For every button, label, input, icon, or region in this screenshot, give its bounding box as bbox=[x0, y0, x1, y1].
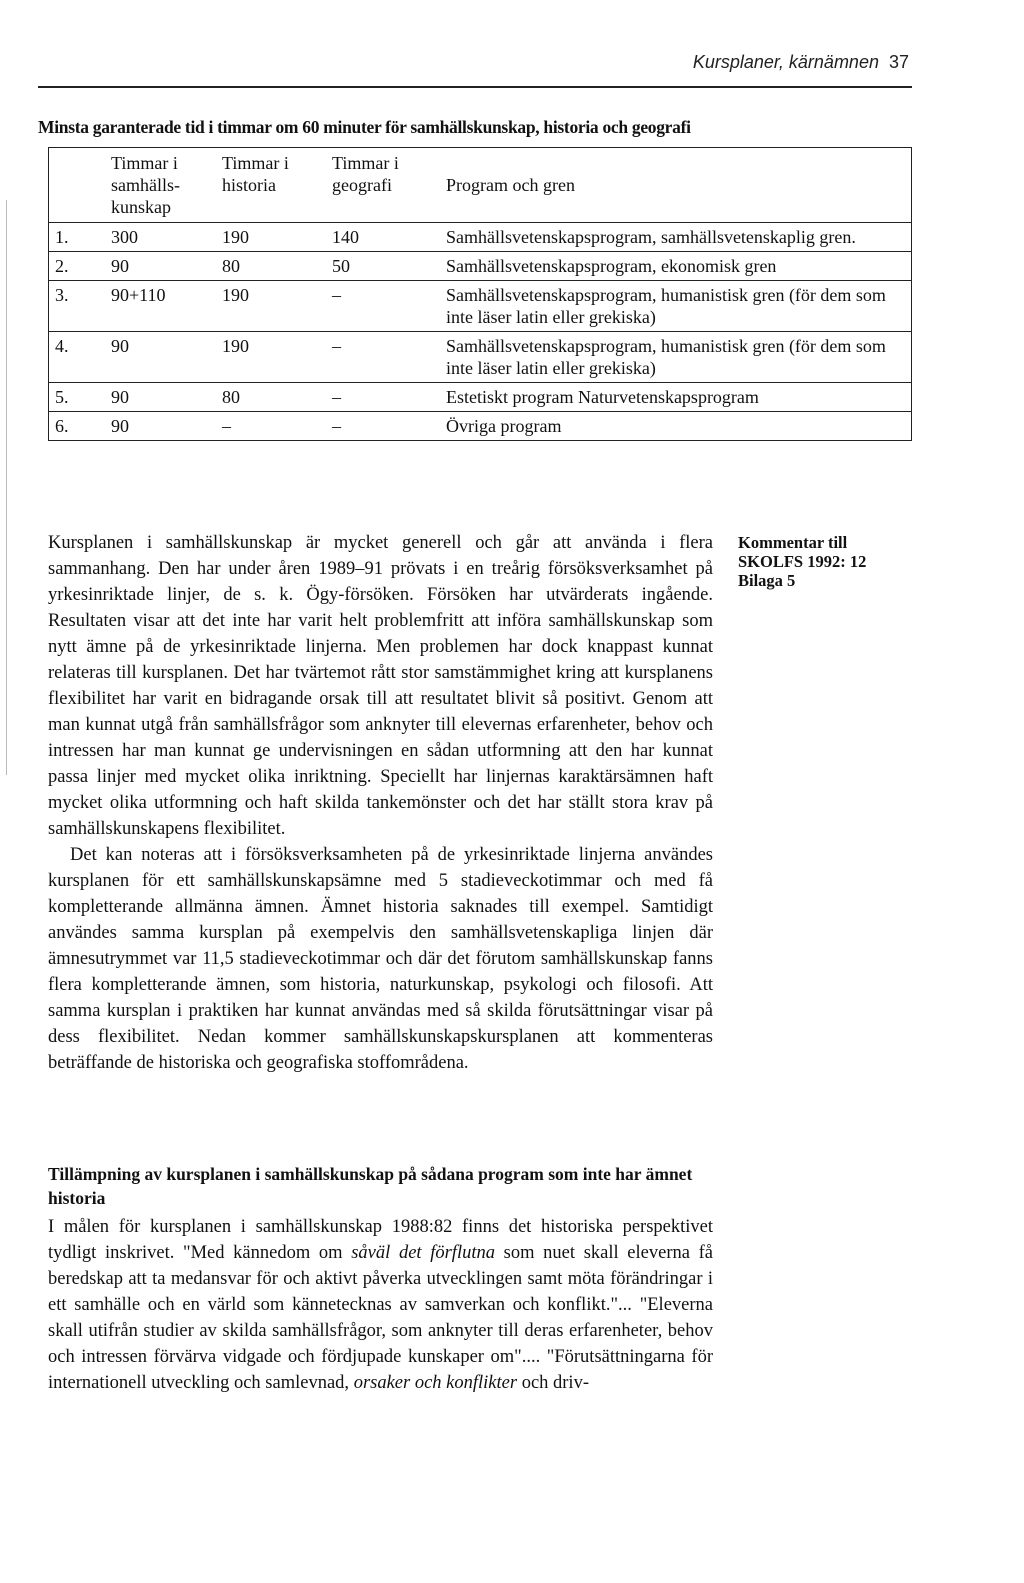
cell-program: Samhällsvetenskapsprogram, humanistisk gren (för dem som inte läser latin eller grekiska) bbox=[446, 285, 886, 327]
table-row bbox=[49, 332, 912, 383]
cell-program: Samhällsvetenskapsprogram, ekonomisk gren bbox=[446, 256, 777, 276]
row-number: 1. bbox=[55, 227, 69, 247]
margin-line bbox=[6, 200, 7, 775]
cell-historia: 190 bbox=[222, 227, 249, 247]
cell-historia: 80 bbox=[222, 256, 240, 276]
margin-note-line: SKOLFS 1992: 12 bbox=[738, 552, 867, 571]
header-cell-geografi: Timmar i geografi bbox=[332, 153, 399, 195]
header-cell-samhallskunskap: Timmar i samhälls- kunskap bbox=[111, 153, 180, 217]
table-row bbox=[49, 223, 912, 252]
running-title: Kursplaner, kärnämnen bbox=[692, 52, 879, 72]
cell-samhallskunskap: 90+110 bbox=[111, 285, 166, 305]
row-number: 4. bbox=[55, 336, 69, 356]
table-row bbox=[49, 412, 912, 441]
running-head bbox=[693, 52, 909, 73]
text-run: som nuet skall eleverna få beredskap att ta medansvar för och aktivt påverka utvecklingen samt möta förändringar i ett samhälle och en värld som kännetecknas av samverkan och konflikt."... "Eleverna skall utifrån studier av skilda samhällsfrågor, som anknyter till deras erfarenheter, behov och intressen förvärva vidgade och fördjupade kunskaper om".... "Förutsättningarna för internationell utveckling och samlevnad, bbox=[48, 1243, 713, 1393]
cell-program: Samhällsvetenskapsprogram, humanistisk gren (för dem som inte läser latin eller grekiska) bbox=[446, 336, 886, 378]
section bbox=[48, 1162, 713, 1396]
table-header-row bbox=[49, 148, 912, 223]
cell-geografi: 50 bbox=[332, 256, 350, 276]
margin-note-line: Bilaga 5 bbox=[738, 571, 796, 590]
cell-program: Estetiskt program Naturvetenskapsprogram bbox=[446, 387, 759, 407]
row-number: 2. bbox=[55, 256, 69, 276]
header-cell-num bbox=[49, 148, 112, 223]
cell-samhallskunskap: 90 bbox=[111, 336, 129, 356]
text-run: I målen för kursplanen i samhällskunskap 1988:82 finns det historiska perspektivet tydligt inskrivet. "Med kännedom om bbox=[48, 1217, 713, 1263]
cell-historia: – bbox=[222, 416, 231, 436]
cell-samhallskunskap: 90 bbox=[111, 416, 129, 436]
header-cell-historia: Timmar i historia bbox=[222, 153, 289, 195]
header-cell-program: Program och gren bbox=[446, 175, 575, 195]
emphasis: orsaker och konflikter bbox=[353, 1373, 518, 1393]
margin-note-line: Kommentar till bbox=[738, 533, 848, 552]
body-text bbox=[48, 530, 713, 1076]
cell-geografi: – bbox=[332, 285, 341, 305]
cell-historia: 80 bbox=[222, 387, 240, 407]
row-number: 6. bbox=[55, 416, 69, 436]
cell-geografi: 140 bbox=[332, 227, 359, 247]
table-row bbox=[49, 252, 912, 281]
cell-samhallskunskap: 300 bbox=[111, 227, 138, 247]
text-run: och driv- bbox=[517, 1373, 589, 1393]
cell-historia: 190 bbox=[222, 285, 249, 305]
paragraph bbox=[48, 1214, 713, 1396]
row-number: 3. bbox=[55, 285, 69, 305]
table-row bbox=[49, 281, 912, 332]
emphasis: såväl det förflutna bbox=[351, 1243, 495, 1263]
section-heading: Tillämpning av kursplanen i samhällskunskap på sådana program som inte har ämnet historia bbox=[48, 1164, 693, 1208]
cell-samhallskunskap: 90 bbox=[111, 387, 129, 407]
table-title: Minsta garanterade tid i timmar om 60 minuter för samhällskunskap, historia och geografi bbox=[38, 117, 691, 137]
cell-samhallskunskap: 90 bbox=[111, 256, 129, 276]
row-number: 5. bbox=[55, 387, 69, 407]
cell-historia: 190 bbox=[222, 336, 249, 356]
cell-program: Samhällsvetenskapsprogram, samhällsvetenskaplig gren. bbox=[446, 227, 856, 247]
cell-program: Övriga program bbox=[446, 416, 562, 436]
cell-geografi: – bbox=[332, 387, 341, 407]
margin-note bbox=[738, 533, 913, 590]
hours-table bbox=[48, 147, 912, 441]
paragraph: Kursplanen i samhällskunskap är mycket generell och går att använda i flera sammanhang. Den har under åren 1989–91 prövats i en treårig försöksverksamhet på yrkesinriktade linjer, de s. k. Ögy-försöken. Försöken har utvärderats ingående. Resultaten visar att det inte har varit helt problemfritt att införa samhällskunskap som nytt ämne på de yrkesinriktade linjerna. Men problemen har dock knappast kunnat relateras till kursplanen. Det har tvärtemot rått stor samstämmighet kring att kursplanens flexibilitet har varit en bidragande orsak till att resultatet blivit så positivt. Genom att man kunnat utgå från samhällsfrågor som anknyter till elevernas erfarenheter, behov och intressen har man kunnat ge undervisningen en sådan utformning att den har kunnat passa linjer med mycket olika inriktning. Speciellt har linjernas karaktärsämnen haft mycket olika utformning och haft skilda tankemönster och det har ställt stora krav på samhällskunskapens flexibilitet. bbox=[48, 533, 713, 839]
cell-geografi: – bbox=[332, 416, 341, 436]
page-number: 37 bbox=[888, 52, 909, 72]
header-rule bbox=[38, 86, 912, 88]
table-row bbox=[49, 383, 912, 412]
cell-geografi: – bbox=[332, 336, 341, 356]
paragraph: Det kan noteras att i försöksverksamheten på de yrkesinriktade linjerna användes kursplanen för ett samhällskunskapsämne med 5 stadieveckotimmar och med få kompletterande allmänna ämnen. Ämnet historia saknades till exempel. Samtidigt användes samma kursplan på exempelvis den samhällsvetenskapliga linjen där ämnesutrymmet var 11,5 stadieveckotimmar och där det förutom samhällskunskap fanns flera kompletterande ämnen, som historia, naturkunskap, psykologi och filosofi. Att samma kursplan i praktiken har kunnat användas med så skilda förutsättningar visar på dess flexibilitet. Nedan kommer samhällskunskapskursplanen att kommenteras beträffande de historiska och geografiska stoffområdena. bbox=[48, 845, 713, 1073]
